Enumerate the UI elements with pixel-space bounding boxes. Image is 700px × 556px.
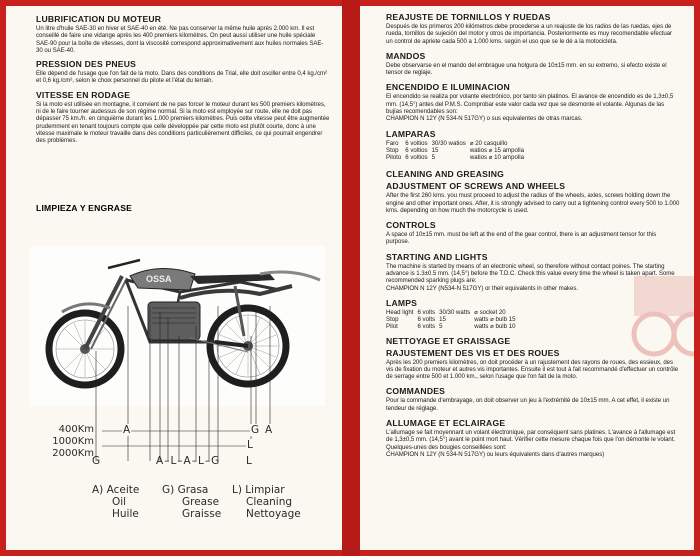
table-cell: 15 bbox=[431, 146, 439, 154]
table-cell: Piloto bbox=[386, 154, 402, 162]
legend-line: Limpiar bbox=[245, 484, 285, 496]
section-title: LUBRIFICATION DU MOTEUR bbox=[36, 14, 162, 24]
legend-line: Nettoyage bbox=[246, 508, 301, 520]
section-text: Si la moto est utilisée en montagne, il convient de ne pas forcer le moteur durant les 500 premiers kilomètres, ni de le faire tourner audessus de son régime normal. Si la moto est employée sur route, elle ne doit pas dépasser 75 km./h. en cinquième durant les 1.000 premiers kilomètres. Puis cette vitesse peut être augmentée prudemment en tenant toujours compte que celle développée par cette moto est plutôt courte, donc à une vitesse maximale le moteur travaille dans des conditions particulièrement difficiles, ce qui pourrait engendrer des problèmes. bbox=[36, 100, 330, 145]
legend-line: Aceite bbox=[106, 484, 140, 496]
table-cell: 6 voltios bbox=[405, 154, 428, 162]
diagram-letter: A bbox=[123, 424, 131, 436]
section-title: NETTOYAGE ET GRAISSAGE bbox=[386, 335, 511, 346]
legend-key: G) bbox=[162, 484, 175, 496]
book-gutter bbox=[342, 0, 360, 556]
section-title: RAJUSTEMENT DES VIS ET DES ROUES bbox=[386, 347, 560, 358]
table-row bbox=[386, 309, 520, 316]
left-page bbox=[6, 6, 342, 550]
section-text: Un litre d'huile SAE-30 en hiver et SAE-40 en été. Ne pas conserver la même huile après 2.000 km. Il est conseillé de faire une vidange après les 400 premiers kilomètres. On peut aussi utiliser une huile spéciale SAE-90 pour la boîte de vitesses, dont la viscosité correspond approximativement aux huiles normales SAE-30 ou SAE-40. bbox=[36, 25, 324, 54]
diagram-letter: G bbox=[92, 455, 101, 467]
table-cell: 5 bbox=[439, 323, 443, 331]
diagram-title: LIMPIEZA Y ENGRASE bbox=[36, 203, 133, 213]
table-cell: watios ⌀ 15 ampolla bbox=[469, 146, 524, 154]
legend-key: A) bbox=[92, 484, 104, 496]
section-title: CONTROLS bbox=[386, 220, 436, 231]
diagram-letter: L bbox=[246, 455, 252, 467]
section-text: A space of 10±15 mm. must be left at the end of the gear control, there is an adjustment tensor for this purpose. bbox=[386, 231, 657, 246]
section-title: PRESSION DES PNEUS bbox=[36, 59, 137, 70]
section-title: LAMPARAS bbox=[386, 128, 436, 139]
table-cell: Pilot bbox=[386, 323, 398, 331]
motorcycle-photo bbox=[30, 246, 325, 406]
section-text: Después de los primeros 200 kilómetros debe procederse a un reajuste de los radios de las ruedas, ejes de rueda, tornillos de sujeción del motor y otros de importancia. Posteriormente es muy recomendable efectuar un control de apriete cada 500 a 1.000 kms. según el uso que se le dé a la motocicleta. bbox=[386, 23, 672, 45]
legend-line: Oil bbox=[112, 496, 127, 508]
section-title: REAJUSTE DE TORNILLOS Y RUEDAS bbox=[386, 12, 551, 22]
section-text: Debe observarse en el mando del embrague una holgura de 10±15 mm. en su extremo, si efecto existe el tensor de reglaje. bbox=[386, 61, 667, 77]
table-cell: 30/30 watts bbox=[439, 308, 471, 316]
diagram-letter: L bbox=[197, 455, 205, 467]
watermark-motorcycle-icon bbox=[624, 264, 694, 364]
right-page bbox=[360, 6, 694, 550]
diagram-letter: A bbox=[265, 424, 273, 436]
table-cell: 15 bbox=[439, 316, 446, 324]
section-text: Elle dépend de l'usage que l'on fait de la moto. Dans des conditions de Trial, elle doit osciller entre 0,4 kg./cm² et 0,6 kg./cm², selon le choix personnel du pilote et l'état du terrain. bbox=[36, 70, 327, 85]
section-text-extra: CHAMPION N 12Y (N534-N 517GY) or their equivalents in other makes. bbox=[386, 284, 579, 292]
table-row bbox=[386, 323, 520, 330]
legend-line: Grasa bbox=[177, 484, 209, 496]
table-cell: Head light bbox=[386, 308, 414, 316]
table-cell: 30/30 watios bbox=[431, 139, 466, 147]
legend-line: Huile bbox=[112, 508, 139, 520]
table-cell: 5 bbox=[431, 154, 435, 162]
legend-line: Graisse bbox=[182, 508, 222, 520]
km-label-1000: 1000Km bbox=[52, 436, 94, 447]
table-cell: 6 volts bbox=[417, 308, 436, 316]
section-text: L'allumage se fait moyennant un volant électronique, par conséquent sans platines. L'avance à l'allumage est de 1,3±0,5 mm. (14,5°) avant le point mort haut. Vérifier cette mesure chaque fois que l'on démonte le volant. Quelques-unes des bougies conseillées sont: bbox=[386, 429, 676, 451]
table-row bbox=[386, 147, 528, 154]
table-cell: Stop bbox=[386, 316, 399, 324]
legend-line: Grease bbox=[182, 496, 220, 508]
km-label-2000: 2000Km bbox=[52, 448, 94, 459]
section-text: Après les 200 premiers kilomètres, on doit procéder à un rajustement des rayons de roues, des essieux, des vis de fixation du moteur et autres vis importantes. Ensuite il est tout à fait recommandé d'effectuer un contrôle de serrage entre 500 et 1.000 km., selon l'usage que l'on fait de la moto. bbox=[386, 358, 679, 381]
section-title: ADJUSTMENT OF SCREWS AND WHEELS bbox=[386, 181, 566, 192]
section-title: COMMANDES bbox=[386, 386, 446, 397]
table-row bbox=[386, 316, 520, 323]
section-title: CLEANING AND GREASING bbox=[386, 169, 504, 180]
table-row bbox=[386, 154, 528, 161]
table-cell: watios ⌀ 10 ampolla bbox=[469, 154, 524, 162]
motorcycle-illustration bbox=[30, 246, 325, 406]
table-cell: 6 voltios bbox=[405, 139, 428, 147]
legend-grease bbox=[162, 484, 221, 520]
legend-oil bbox=[92, 484, 139, 520]
section-title: LAMPS bbox=[386, 297, 418, 308]
section-text-extra: CHAMPION N 12Y (N 534-N 517GY) o sus equivalentes de otras marcas. bbox=[386, 115, 583, 123]
section-title: ENCENDIDO E ILUMINACION bbox=[386, 82, 510, 93]
diagram-letter: G bbox=[251, 424, 260, 436]
section-title: VITESSE EN RODAGE bbox=[36, 89, 131, 100]
table-cell: ⌀ socket 20 bbox=[474, 308, 506, 316]
diagram-letter: L bbox=[170, 455, 178, 467]
diagram-letter: L bbox=[247, 439, 253, 451]
section-title: MANDOS bbox=[386, 50, 426, 61]
table-cell: 6 volts bbox=[417, 323, 436, 331]
table-cell: 6 volts bbox=[417, 316, 436, 324]
section-title: STARTING AND LIGHTS bbox=[386, 251, 488, 262]
table-cell: watts ⌀ bulb 10 bbox=[474, 323, 516, 331]
section-text: Pour la commande d'embrayage, on doit observer un jeu à l'extrémité de 10±15 mm. A cet effet, il existe un tendeur de réglage. bbox=[386, 397, 670, 412]
table-row bbox=[386, 140, 528, 147]
table-cell: watts ⌀ bulb 15 bbox=[474, 316, 516, 324]
section-text: The machine is started by means of an electronic wheel, so therefore without contact poines. The starting advance is 1.3±0.5 mm. (14,5°) before the T.D.C. Check this value every time the wheel is taken apart. Some recommended sparking plugs are: bbox=[386, 262, 675, 285]
section-title: ALLUMAGE ET ECLAIRAGE bbox=[386, 418, 506, 429]
diagram-letter-row-2000: A–L–A–L–G bbox=[156, 455, 221, 467]
legend-line: Cleaning bbox=[246, 496, 293, 508]
diagram-letter: A bbox=[156, 455, 165, 467]
section-text-extra: CHAMPION N 12Y (N 534-N 517GY) ou leurs équivalents dans d'autres marques) bbox=[386, 450, 605, 458]
section-text: After the first 260 kms. you must proceed to adjust the radius of the wheels, axles, screws holding down the engine and other important ones. After, it is strongly advised to carry out a tightening control every 500 to 1.000 kms. depending on how much the motorcycle is used. bbox=[386, 192, 680, 214]
table-cell: 6 voltios bbox=[405, 146, 428, 154]
legend-key: L) bbox=[232, 484, 242, 496]
table-cell: ⌀ 20 casquillo bbox=[469, 139, 508, 147]
diagram-letter: G bbox=[211, 455, 221, 467]
section-text: El encendido se realiza por volante electrónico, por tanto sin platinos. El avance de encendido es de 1,3±0,5 mm. (14,5°) antes del P.M.S. Comprobar este valor cada vez que se desmonte el volante. Algunas de las bujías recomendables son: bbox=[386, 93, 674, 116]
table-cell: Stop bbox=[386, 146, 399, 154]
diagram-letter: A bbox=[183, 455, 192, 467]
lamp-table-en bbox=[386, 309, 520, 331]
legend-cleaning bbox=[232, 484, 301, 520]
table-cell: Faro bbox=[386, 139, 399, 147]
lamp-table-es bbox=[386, 140, 528, 162]
km-label-400: 400Km bbox=[58, 424, 94, 435]
tank-brand: OSSA bbox=[146, 274, 172, 284]
